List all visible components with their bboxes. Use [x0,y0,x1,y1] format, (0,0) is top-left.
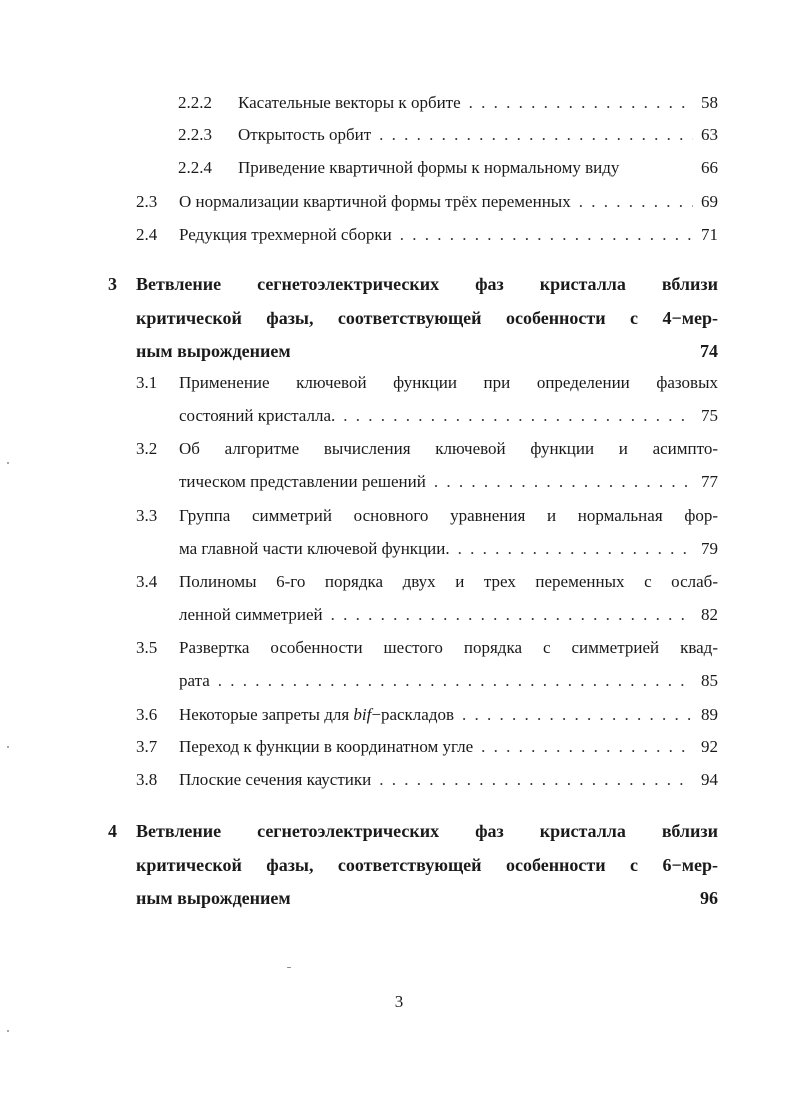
toc-title: Плоские сечения каустики [179,770,372,789]
toc-title-text: Некоторые запреты для [179,705,354,724]
toc-number: 2.4 [136,225,158,244]
leader-dots [434,466,693,499]
toc-page: 75 [701,405,718,425]
leader-dots [458,533,693,566]
leader-dots [343,400,693,433]
toc-number: 2.2.3 [178,125,212,144]
toc-entry-2-2-3[interactable] [178,121,718,149]
toc-entry-3-3[interactable] [136,500,718,565]
toc-number: 2.2.4 [178,158,212,177]
toc-title: Редукция трехмерной сборки [179,225,392,244]
toc-entry-3-2[interactable] [136,433,718,498]
leader-dots [379,766,693,794]
scan-speck [7,1030,9,1032]
toc-entry-3-5[interactable] [136,632,718,697]
toc-title-line-2: тическом представлении решений [179,471,426,491]
toc-title: Приведение квартичной формы к нормальному виду [238,158,620,177]
toc-page: 58 [701,93,718,112]
leader-dots [218,665,693,698]
toc-title-line-2: ма главной части ключевой функции. [179,538,450,558]
toc-page: 92 [701,737,718,756]
toc-number: 3.7 [136,737,158,756]
toc-title [179,701,454,729]
page-number: 3 [394,992,404,1011]
scan-speck [287,967,291,968]
toc-title-line-2: состояний кристалла. [179,405,336,425]
toc-title: Открытость орбит [238,125,372,144]
leader-dots [462,701,693,729]
toc-entry-2-2-2[interactable] [178,89,718,117]
toc-number: 3.2 [136,439,158,458]
chapter-title-line-1: Ветвление сегнетоэлектрических фаз кристалла вблизи [136,274,718,294]
toc-title-line-2: ленной симметрией [179,604,323,624]
toc-title: О нормализации квартичной формы трёх переменных [179,192,571,211]
chapter-title-line-3: ным вырождением [136,341,291,361]
toc-number: 3.5 [136,638,158,657]
toc-title-text: −раскладов [371,705,455,724]
toc-number: 3.3 [136,506,158,525]
toc-page: 71 [701,225,718,244]
toc-page: 63 [701,125,718,144]
toc-page: 69 [701,192,718,211]
leader-dots [331,599,693,632]
toc-page: 94 [701,770,718,789]
toc-title-italic: bif [353,705,372,724]
chapter-page: 74 [700,341,718,361]
toc-chapter-4[interactable] [108,815,718,916]
chapter-number: 4 [108,821,117,841]
leader-dots [469,89,693,117]
toc-title-line-1: Применение ключевой функции при определении фазовых [179,373,718,392]
toc-number: 3.8 [136,770,158,789]
toc-title-line-1: Группа симметрий основного уравнения и нормальная фор- [179,506,718,525]
toc-title-line-1: Полиномы 6-го порядка двух и трех переменных с ослаб- [179,572,718,591]
toc-number: 2.2.2 [178,93,212,112]
scan-speck [7,746,9,748]
toc-title-line-1: Развертка особенности шестого порядка с симметрией квад- [179,638,718,657]
toc-chapter-3[interactable] [108,268,718,369]
chapter-number: 3 [108,274,117,294]
chapter-page: 96 [700,888,718,908]
toc-page: 79 [701,538,718,558]
toc-entry-3-7[interactable] [136,733,718,761]
toc-entry-2-3[interactable] [136,188,718,216]
toc-entry-3-8[interactable] [136,766,718,794]
chapter-title-line-2: критической фазы, соответствующей особенности с 6−мер- [136,854,718,875]
toc-page: 82 [701,604,718,624]
toc-entry-3-1[interactable] [136,367,718,432]
toc-title-line-2: рата [179,670,210,690]
toc-entry-3-4[interactable] [136,566,718,631]
toc-title: Касательные векторы к орбите [238,93,461,112]
toc-number: 2.3 [136,192,158,211]
toc-page: 66 [701,158,718,177]
scan-speck [7,462,9,464]
toc-entry-3-6[interactable] [136,701,718,729]
toc-number: 3.1 [136,373,158,392]
toc-title: Переход к функции в координатном угле [179,737,474,756]
leader-dots [379,121,693,149]
toc-page: 85 [701,670,718,690]
toc-page: 77 [701,471,718,491]
toc-entry-2-4[interactable] [136,221,718,249]
toc-entry-2-2-4[interactable] [178,154,718,182]
chapter-title-line-2: критической фазы, соответствующей особенности с 4−мер- [136,307,718,328]
leader-dots [481,733,693,761]
toc-page: 89 [701,705,718,724]
toc-number: 3.4 [136,572,158,591]
toc-title-line-1: Об алгоритме вычисления ключевой функции и асимпто- [179,439,718,458]
chapter-title-line-1: Ветвление сегнетоэлектрических фаз кристалла вблизи [136,821,718,841]
toc-number: 3.6 [136,705,158,724]
chapter-title-line-3: ным вырождением [136,888,291,908]
leader-dots [579,188,693,216]
leader-dots [400,221,693,249]
